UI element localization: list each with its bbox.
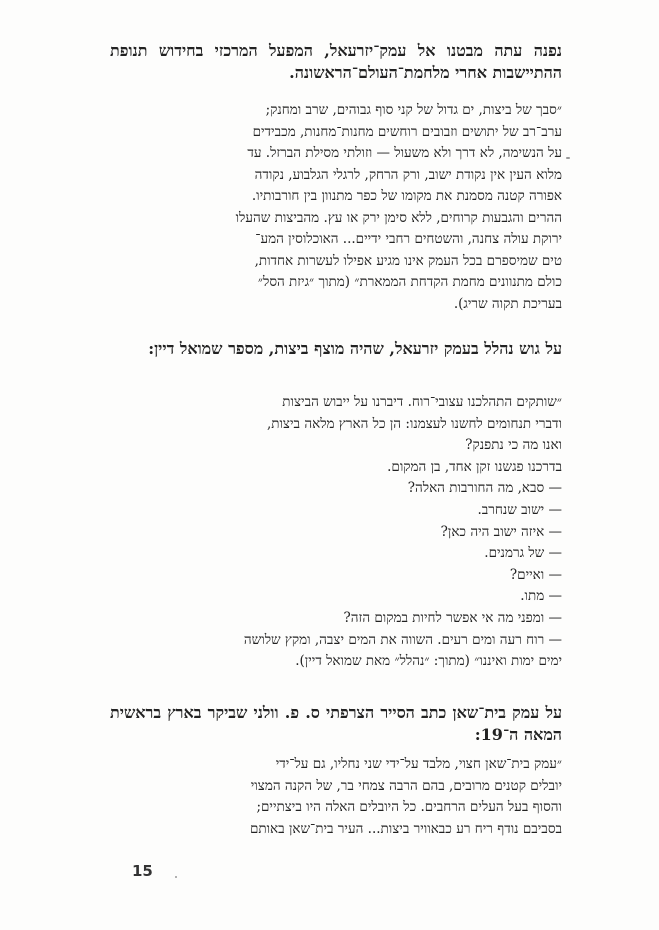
dialogue-line: — רוח רעה ומים רעים. השווה את המים יצבה, ומקץ שלושה [243, 631, 562, 648]
quote-line: ההרים והגבעות קרוחים, ללא סימן ירק או עץ. מהביצות שהעלו [235, 209, 562, 226]
quote-line: בסביבם נודף ריח רע כבאוויר ביצות... העיר בית־שאן באותם [249, 820, 562, 837]
quote-line: יובלים קטנים מרובים, בהם הרבה צמחי בר, של הקנה המצוי [250, 777, 562, 794]
quote-block-dialogue [110, 392, 562, 673]
intro-paragraph-jezreel: נפנה עתה מבטנו אל עמק־יזרעאל, המפעל המרכזי בחידוש תנופת ההתיישבות אחרי מלחמת־העולם־הראשונה. [110, 41, 562, 82]
quote-line: על הנשימה, לא דרך ולא משעול — וזולתי מסילת הברזל. עד [247, 145, 562, 161]
quote-line: ירוקת עולה צחנה, והשטחים רחבי ידיים... האוכלוסין המע־ [255, 231, 562, 247]
page-number: 15 [132, 862, 153, 880]
print-speck [175, 876, 177, 878]
quote-line: ״עמק בית־שאן חצוי, מלבד על־ידי שני נחליו, גם על־ידי [275, 756, 562, 772]
quote-line: ערב־רב של יתושים וזבובים רוחשים מחנות־מחנות, מכבידים [252, 123, 562, 140]
quote-line: ״שותקים התהלכנו עצובי־רוח. דיברנו על ייבוש הביצות [282, 394, 562, 410]
dialogue-line: — ואיים? [509, 566, 562, 583]
quote-line: אפורה קטנה מסמנת את מקומו של כפר מתנוון בין חורבותיו. [251, 188, 562, 204]
dialogue-line: — ישוב שנחרב. [477, 501, 562, 518]
quote-line: ואנו מה כי נתפנק? [465, 437, 562, 454]
quote-line: ודברי תנחומים לחשנו לעצמנו: הן כל הארץ מלאה ביצות, [266, 415, 562, 432]
quote-block-swamps [110, 100, 562, 315]
quote-line: מלוא העין אין נקודת ישוב, ורק הרחק, לרגלי הגלבוע, נקודה [254, 166, 562, 183]
quote-line: טים שמיספרם בכל העמק אינו מגיע אפילו לעשרות אחדות, [254, 252, 562, 269]
dialogue-line: — מתו. [520, 588, 562, 605]
quote-line: כולם מתנוונים מחמת הקדחת הממארת״ (מתוך ״גיזת הסל״ [257, 274, 562, 290]
dialogue-line: — סבא, מה החורבות האלה? [407, 480, 562, 497]
quote-line: בדרכנו פגשנו זקן אחד, בן המקום. [387, 458, 562, 475]
intro-paragraph-nahalal: על גוש נהלל בעמק יזרעאל, שהיה מוצף ביצות, מספר שמואל דיין: [148, 339, 562, 358]
quote-line: ״סבך של ביצות, ים גדול של קני סוף גבוהים, שרב ומחנק; [265, 102, 562, 118]
quote-block-volney [110, 754, 562, 840]
quote-line: בעריכת תקוה שריג). [453, 295, 562, 312]
quote-line: והסוף בעל העלים הרחבים. כל היובלים האלה היו ביצתיים; [256, 799, 562, 815]
dialogue-line: — ומפני מה אי אפשר לחיות במקום הזה? [343, 609, 562, 626]
print-speck [566, 157, 570, 159]
dialogue-line: — של גרמנים. [484, 545, 562, 562]
dialogue-line: — איזה ישוב היה כאן? [440, 523, 562, 540]
dialogue-line: ימים ימות ואיננו״ (מתוך: ״נהלל״ מאת שמואל דיין). [295, 653, 562, 670]
intro-paragraph-beit-shean: על עמק בית־שאן כתב הסייר הצרפתי ס. פ. וולני שביקר בארץ בראשית המאה ה־19: [110, 703, 562, 744]
